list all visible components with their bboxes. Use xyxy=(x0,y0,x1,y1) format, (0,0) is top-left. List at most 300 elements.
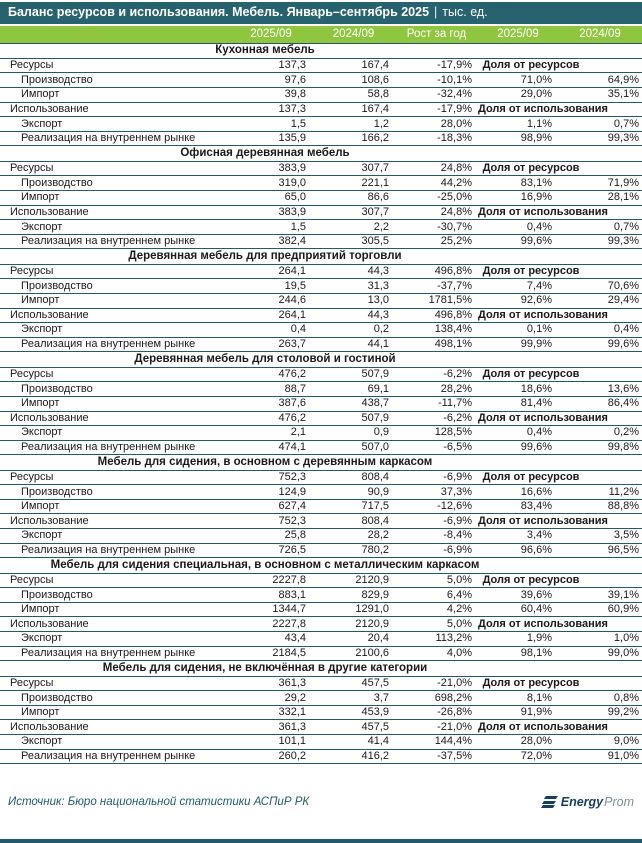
value-cell: 96,6% xyxy=(478,543,558,558)
row-label: Экспорт xyxy=(0,117,230,132)
value-cell: 698,2% xyxy=(395,691,478,706)
section-title: Деревянная мебель для предприятий торговли xyxy=(0,249,642,264)
row-label: Экспорт xyxy=(0,632,230,647)
value-cell: 29,4% xyxy=(558,293,642,308)
row-label: Производство xyxy=(0,176,230,191)
value-cell: 113,2% xyxy=(395,632,478,647)
table-row xyxy=(0,720,642,735)
table-row xyxy=(0,131,642,146)
value-cell: 264,1 xyxy=(230,264,312,279)
row-label: Ресурсы xyxy=(0,58,230,73)
value-cell: 16,6% xyxy=(478,485,558,500)
row-label: Производство xyxy=(0,73,230,88)
value-cell: 28,0% xyxy=(395,117,478,132)
value-cell: 91,9% xyxy=(478,705,558,720)
value-cell: 2120,9 xyxy=(312,617,395,632)
table-row xyxy=(0,676,642,691)
table-row xyxy=(0,323,642,338)
value-cell: 20,4 xyxy=(312,632,395,647)
value-cell: 507,9 xyxy=(312,411,395,426)
row-label: Экспорт xyxy=(0,734,230,749)
row-label: Реализация на внутреннем рынке xyxy=(0,749,230,764)
table-row xyxy=(0,367,642,382)
value-cell: 166,2 xyxy=(312,131,395,146)
logo-e-icon xyxy=(542,796,557,807)
row-label: Импорт xyxy=(0,705,230,720)
value-cell: -30,7% xyxy=(395,220,478,235)
section-header-row xyxy=(0,249,642,264)
value-cell: -17,9% xyxy=(395,58,478,73)
column-header-empty xyxy=(0,26,230,43)
value-cell: 717,5 xyxy=(312,499,395,514)
table-row xyxy=(0,88,642,103)
table-row xyxy=(0,191,642,206)
table-row xyxy=(0,73,642,88)
value-cell: 29,2 xyxy=(230,691,312,706)
value-cell: 88,8% xyxy=(558,499,642,514)
row-label: Импорт xyxy=(0,293,230,308)
row-label: Ресурсы xyxy=(0,264,230,279)
value-cell: 18,6% xyxy=(478,382,558,397)
value-cell: 39,8 xyxy=(230,88,312,103)
value-cell: 167,4 xyxy=(312,102,395,117)
value-cell: 69,1 xyxy=(312,382,395,397)
value-cell: 2120,9 xyxy=(312,573,395,588)
row-label: Использование xyxy=(0,205,230,220)
value-cell: 1,1% xyxy=(478,117,558,132)
section-header-row xyxy=(0,558,642,573)
row-label: Производство xyxy=(0,279,230,294)
section-header-row xyxy=(0,455,642,470)
value-cell: 221,1 xyxy=(312,176,395,191)
share-header: Доля от использования xyxy=(478,102,642,117)
value-cell: 28,2% xyxy=(395,382,478,397)
value-cell: 457,5 xyxy=(312,720,395,735)
row-label: Ресурсы xyxy=(0,573,230,588)
value-cell: 0,8% xyxy=(558,691,642,706)
value-cell: 9,0% xyxy=(558,734,642,749)
value-cell: 726,5 xyxy=(230,543,312,558)
share-header: Доля от использования xyxy=(478,205,642,220)
value-cell: 2,1 xyxy=(230,426,312,441)
value-cell: 71,0% xyxy=(478,73,558,88)
value-cell: 361,3 xyxy=(230,720,312,735)
column-header-2025: 2025/09 xyxy=(230,26,312,43)
column-header-growth: Рост за год xyxy=(395,26,478,43)
energyprom-logo xyxy=(542,795,634,809)
value-cell: 4,0% xyxy=(395,646,478,661)
logo-text-bold: Energy xyxy=(560,795,604,810)
value-cell: -21,0% xyxy=(395,676,478,691)
value-cell: 124,9 xyxy=(230,485,312,500)
table-row xyxy=(0,161,642,176)
value-cell: 383,9 xyxy=(230,161,312,176)
section-header-row xyxy=(0,352,642,367)
row-label: Производство xyxy=(0,382,230,397)
value-cell: 496,8% xyxy=(395,308,478,323)
value-cell: 25,8 xyxy=(230,529,312,544)
value-cell: 416,2 xyxy=(312,749,395,764)
value-cell: 72,0% xyxy=(478,749,558,764)
value-cell: 96,5% xyxy=(558,543,642,558)
value-cell: 0,1% xyxy=(478,323,558,338)
value-cell: 382,4 xyxy=(230,234,312,249)
value-cell: 0,2 xyxy=(312,323,395,338)
source-note: Источник: Бюро национальной статистики АСПиР РК xyxy=(8,796,310,809)
value-cell: 41,4 xyxy=(312,734,395,749)
value-cell: 0,7% xyxy=(558,117,642,132)
value-cell: 476,2 xyxy=(230,411,312,426)
table-row xyxy=(0,514,642,529)
value-cell: 453,9 xyxy=(312,705,395,720)
value-cell: 332,1 xyxy=(230,705,312,720)
value-cell: 19,5 xyxy=(230,279,312,294)
table-row xyxy=(0,588,642,603)
value-cell: 97,6 xyxy=(230,73,312,88)
table-row xyxy=(0,58,642,73)
value-cell: 99,2% xyxy=(558,705,642,720)
value-cell: 0,7% xyxy=(558,220,642,235)
value-cell: 2100,6 xyxy=(312,646,395,661)
value-cell: 39,1% xyxy=(558,588,642,603)
value-cell: -6,9% xyxy=(395,470,478,485)
value-cell: 91,0% xyxy=(558,749,642,764)
value-cell: 8,1% xyxy=(478,691,558,706)
value-cell: 44,3 xyxy=(312,308,395,323)
table-row xyxy=(0,499,642,514)
title-separator: | xyxy=(434,5,438,19)
value-cell: 307,7 xyxy=(312,205,395,220)
value-cell: 83,1% xyxy=(478,176,558,191)
table-row xyxy=(0,485,642,500)
share-header: Доля от ресурсов xyxy=(478,264,642,279)
value-cell: 71,9% xyxy=(558,176,642,191)
value-cell: 2,2 xyxy=(312,220,395,235)
table-row xyxy=(0,543,642,558)
value-cell: 0,9 xyxy=(312,426,395,441)
value-cell: -6,2% xyxy=(395,367,478,382)
value-cell: 1,5 xyxy=(230,220,312,235)
table-row xyxy=(0,220,642,235)
bottom-bar xyxy=(0,839,642,843)
value-cell: 808,4 xyxy=(312,470,395,485)
table-row xyxy=(0,234,642,249)
value-cell: 361,3 xyxy=(230,676,312,691)
table-row xyxy=(0,205,642,220)
value-cell: -8,4% xyxy=(395,529,478,544)
table-row xyxy=(0,573,642,588)
footer xyxy=(0,764,642,839)
value-cell: -21,0% xyxy=(395,720,478,735)
row-label: Реализация на внутреннем рынке xyxy=(0,646,230,661)
value-cell: 507,0 xyxy=(312,440,395,455)
value-cell: 88,7 xyxy=(230,382,312,397)
value-cell: 86,6 xyxy=(312,191,395,206)
value-cell: 138,4% xyxy=(395,323,478,338)
value-cell: 496,8% xyxy=(395,264,478,279)
value-cell: 5,0% xyxy=(395,573,478,588)
table-row xyxy=(0,308,642,323)
share-header: Доля от ресурсов xyxy=(478,161,642,176)
table-row xyxy=(0,691,642,706)
table-row xyxy=(0,529,642,544)
value-cell: 752,3 xyxy=(230,514,312,529)
value-cell: 39,6% xyxy=(478,588,558,603)
value-cell: 260,2 xyxy=(230,749,312,764)
table-row xyxy=(0,337,642,352)
table-row xyxy=(0,426,642,441)
value-cell: 60,4% xyxy=(478,602,558,617)
value-cell: 99,3% xyxy=(558,234,642,249)
value-cell: 31,3 xyxy=(312,279,395,294)
row-label: Реализация на внутреннем рынке xyxy=(0,234,230,249)
value-cell: 24,8% xyxy=(395,205,478,220)
value-cell: 98,1% xyxy=(478,646,558,661)
row-label: Использование xyxy=(0,102,230,117)
value-cell: 11,2% xyxy=(558,485,642,500)
row-label: Использование xyxy=(0,617,230,632)
row-label: Ресурсы xyxy=(0,470,230,485)
value-cell: 1,9% xyxy=(478,632,558,647)
section-header-row xyxy=(0,146,642,161)
value-cell: -37,7% xyxy=(395,279,478,294)
section-header-row xyxy=(0,43,642,58)
value-cell: 99,6% xyxy=(478,440,558,455)
table-row xyxy=(0,176,642,191)
value-cell: -25,0% xyxy=(395,191,478,206)
value-cell: -11,7% xyxy=(395,396,478,411)
table-row xyxy=(0,749,642,764)
value-cell: 144,4% xyxy=(395,734,478,749)
column-header-row xyxy=(0,26,642,43)
title-bar xyxy=(0,2,642,24)
row-label: Импорт xyxy=(0,602,230,617)
table-row xyxy=(0,470,642,485)
value-cell: -6,9% xyxy=(395,514,478,529)
share-header: Доля от ресурсов xyxy=(478,470,642,485)
value-cell: 808,4 xyxy=(312,514,395,529)
table-row xyxy=(0,602,642,617)
value-cell: 137,3 xyxy=(230,102,312,117)
value-cell: 1,2 xyxy=(312,117,395,132)
share-header: Доля от ресурсов xyxy=(478,676,642,691)
value-cell: 780,2 xyxy=(312,543,395,558)
row-label: Реализация на внутреннем рынке xyxy=(0,543,230,558)
value-cell: 16,9% xyxy=(478,191,558,206)
share-header: Доля от использования xyxy=(478,720,642,735)
value-cell: 438,7 xyxy=(312,396,395,411)
value-cell: 128,5% xyxy=(395,426,478,441)
value-cell: 307,7 xyxy=(312,161,395,176)
row-label: Импорт xyxy=(0,499,230,514)
share-header: Доля от использования xyxy=(478,308,642,323)
value-cell: 35,1% xyxy=(558,88,642,103)
value-cell: 1,0% xyxy=(558,632,642,647)
value-cell: 99,6% xyxy=(558,337,642,352)
value-cell: 60,9% xyxy=(558,602,642,617)
value-cell: 319,0 xyxy=(230,176,312,191)
row-label: Реализация на внутреннем рынке xyxy=(0,131,230,146)
value-cell: 70,6% xyxy=(558,279,642,294)
table-row xyxy=(0,382,642,397)
value-cell: 24,8% xyxy=(395,161,478,176)
value-cell: 98,9% xyxy=(478,131,558,146)
table-row xyxy=(0,293,642,308)
table-row xyxy=(0,705,642,720)
value-cell: 92,6% xyxy=(478,293,558,308)
value-cell: 383,9 xyxy=(230,205,312,220)
value-cell: 2227,8 xyxy=(230,573,312,588)
value-cell: 474,1 xyxy=(230,440,312,455)
value-cell: 1,5 xyxy=(230,117,312,132)
value-cell: 5,0% xyxy=(395,617,478,632)
value-cell: 44,1 xyxy=(312,337,395,352)
value-cell: 263,7 xyxy=(230,337,312,352)
section-title: Кухонная мебель xyxy=(0,43,642,58)
column-header-share-2025: 2025/09 xyxy=(478,26,558,43)
value-cell: 99,8% xyxy=(558,440,642,455)
value-cell: 1781,5% xyxy=(395,293,478,308)
row-label: Экспорт xyxy=(0,220,230,235)
value-cell: 4,2% xyxy=(395,602,478,617)
value-cell: -6,5% xyxy=(395,440,478,455)
table-row xyxy=(0,734,642,749)
table-row xyxy=(0,632,642,647)
value-cell: -6,2% xyxy=(395,411,478,426)
value-cell: 99,6% xyxy=(478,234,558,249)
value-cell: 1291,0 xyxy=(312,602,395,617)
value-cell: 7,4% xyxy=(478,279,558,294)
row-label: Производство xyxy=(0,691,230,706)
value-cell: 498,1% xyxy=(395,337,478,352)
value-cell: 99,3% xyxy=(558,131,642,146)
value-cell: 108,6 xyxy=(312,73,395,88)
value-cell: 883,1 xyxy=(230,588,312,603)
row-label: Производство xyxy=(0,485,230,500)
section-title: Мебель для сидения, в основном с деревянным каркасом xyxy=(0,455,642,470)
value-cell: 44,2% xyxy=(395,176,478,191)
title-unit: тыс. ед. xyxy=(442,5,488,19)
value-cell: 65,0 xyxy=(230,191,312,206)
share-header: Доля от ресурсов xyxy=(478,58,642,73)
value-cell: 2227,8 xyxy=(230,617,312,632)
column-header-share-2024: 2024/09 xyxy=(558,26,642,43)
value-cell: 0,2% xyxy=(558,426,642,441)
value-cell: 13,0 xyxy=(312,293,395,308)
value-cell: 137,3 xyxy=(230,58,312,73)
page-title: Баланс ресурсов и использования. Мебель. Январь–сентябрь 2025 xyxy=(8,5,430,19)
value-cell: 81,4% xyxy=(478,396,558,411)
section-title: Деревянная мебель для столовой и гостиной xyxy=(0,352,642,367)
row-label: Реализация на внутреннем рынке xyxy=(0,337,230,352)
value-cell: 627,4 xyxy=(230,499,312,514)
value-cell: 29,0% xyxy=(478,88,558,103)
share-header: Доля от использования xyxy=(478,514,642,529)
value-cell: 829,9 xyxy=(312,588,395,603)
value-cell: 457,5 xyxy=(312,676,395,691)
table-row xyxy=(0,102,642,117)
value-cell: 43,4 xyxy=(230,632,312,647)
share-header: Доля от использования xyxy=(478,411,642,426)
value-cell: 3,4% xyxy=(478,529,558,544)
section-title: Офисная деревянная мебель xyxy=(0,146,642,161)
section-title: Мебель для сидения специальная, в основном с металлическим каркасом xyxy=(0,558,642,573)
value-cell: 28,0% xyxy=(478,734,558,749)
value-cell: -12,6% xyxy=(395,499,478,514)
value-cell: 101,1 xyxy=(230,734,312,749)
value-cell: 86,4% xyxy=(558,396,642,411)
row-label: Производство xyxy=(0,588,230,603)
value-cell: 244,6 xyxy=(230,293,312,308)
table-row xyxy=(0,264,642,279)
value-cell: 37,3% xyxy=(395,485,478,500)
row-label: Реализация на внутреннем рынке xyxy=(0,440,230,455)
value-cell: -10,1% xyxy=(395,73,478,88)
row-label: Ресурсы xyxy=(0,367,230,382)
value-cell: -18,3% xyxy=(395,131,478,146)
row-label: Импорт xyxy=(0,191,230,206)
value-cell: -26,8% xyxy=(395,705,478,720)
value-cell: 135,9 xyxy=(230,131,312,146)
table-row xyxy=(0,117,642,132)
value-cell: 83,4% xyxy=(478,499,558,514)
value-cell: 58,8 xyxy=(312,88,395,103)
row-label: Использование xyxy=(0,411,230,426)
value-cell: 264,1 xyxy=(230,308,312,323)
value-cell: -37,5% xyxy=(395,749,478,764)
value-cell: 3,7 xyxy=(312,691,395,706)
value-cell: 0,4% xyxy=(478,426,558,441)
column-header-2024: 2024/09 xyxy=(312,26,395,43)
value-cell: 3,5% xyxy=(558,529,642,544)
share-header: Доля от ресурсов xyxy=(478,367,642,382)
row-label: Использование xyxy=(0,720,230,735)
value-cell: 44,3 xyxy=(312,264,395,279)
value-cell: 305,5 xyxy=(312,234,395,249)
table-row xyxy=(0,440,642,455)
value-cell: 0,4 xyxy=(230,323,312,338)
section-header-row xyxy=(0,661,642,676)
row-label: Экспорт xyxy=(0,323,230,338)
share-header: Доля от ресурсов xyxy=(478,573,642,588)
value-cell: 90,9 xyxy=(312,485,395,500)
row-label: Импорт xyxy=(0,396,230,411)
table-row xyxy=(0,279,642,294)
value-cell: 1344,7 xyxy=(230,602,312,617)
value-cell: 2184,5 xyxy=(230,646,312,661)
value-cell: 0,4% xyxy=(478,220,558,235)
value-cell: 25,2% xyxy=(395,234,478,249)
value-cell: 476,2 xyxy=(230,367,312,382)
balance-table-body xyxy=(0,43,642,764)
table-row xyxy=(0,396,642,411)
table-row xyxy=(0,646,642,661)
value-cell: 387,6 xyxy=(230,396,312,411)
value-cell: -17,9% xyxy=(395,102,478,117)
row-label: Импорт xyxy=(0,88,230,103)
row-label: Экспорт xyxy=(0,529,230,544)
row-label: Экспорт xyxy=(0,426,230,441)
row-label: Ресурсы xyxy=(0,161,230,176)
value-cell: 0,4% xyxy=(558,323,642,338)
table-row xyxy=(0,411,642,426)
value-cell: 28,1% xyxy=(558,191,642,206)
share-header: Доля от использования xyxy=(478,617,642,632)
value-cell: 167,4 xyxy=(312,58,395,73)
value-cell: 64,9% xyxy=(558,73,642,88)
value-cell: -6,9% xyxy=(395,543,478,558)
value-cell: 507,9 xyxy=(312,367,395,382)
